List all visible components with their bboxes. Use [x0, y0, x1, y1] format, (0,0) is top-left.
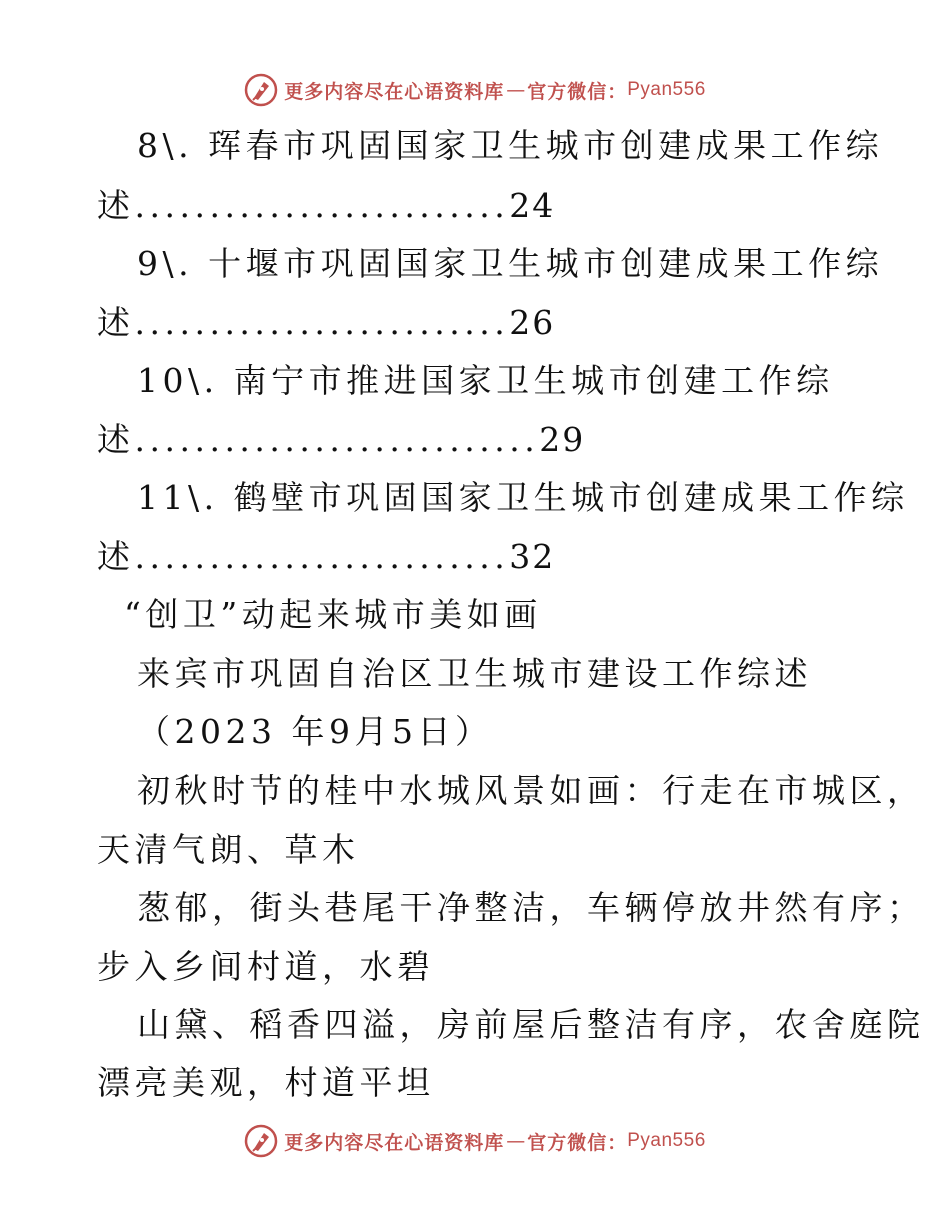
pen-nib-icon: [244, 73, 278, 107]
watermark-separator: —: [506, 79, 526, 101]
article-paragraph-line: 葱郁，街头巷尾干净整洁，车辆停放井然有序；: [137, 888, 925, 927]
toc-page-number: 24: [509, 186, 556, 225]
article-headline: “创卫”动起来城市美如画: [124, 595, 542, 634]
watermark-banner-bottom: [0, 1121, 950, 1161]
watermark-banner-top: [0, 70, 950, 110]
toc-entry-title: 10\. 南宁市推进国家卫生城市创建工作综: [137, 361, 834, 400]
toc-entry-leader: [97, 303, 555, 343]
article-paragraph-line: 山黛、稻香四溢，房前屋后整洁有序，农舍庭院: [137, 1005, 925, 1044]
toc-entry-leader: [97, 186, 555, 226]
toc-leader: 述.........................: [97, 303, 510, 342]
toc-entry-leader: [97, 420, 585, 460]
toc-leader: 述.........................: [97, 186, 510, 225]
toc-page-number: 29: [539, 420, 586, 459]
toc-leader: 述.........................: [97, 537, 510, 576]
watermark-site: 更多内容尽在心语资料库: [284, 1131, 505, 1154]
watermark-wechat-label: 官方微信：: [527, 80, 628, 103]
article-paragraph-line: 天清气朗、草木: [97, 830, 360, 869]
watermark-account: Pyan556: [627, 1130, 706, 1151]
watermark-account: Pyan556: [627, 79, 706, 100]
toc-entry-title: 11\. 鹤壁市巩固国家卫生城市创建成果工作综: [137, 478, 909, 517]
watermark-site: 更多内容尽在心语资料库: [284, 80, 505, 103]
toc-entry-leader: [97, 537, 555, 577]
article-paragraph-line: 步入乡间村道，水碧: [97, 947, 435, 986]
article-subtitle: 来宾市巩固自治区卫生城市建设工作综述: [137, 654, 812, 693]
toc-page-number: 32: [509, 537, 556, 576]
toc-leader: 述...........................: [97, 420, 540, 459]
article-date: （2023 年9月5日）: [137, 712, 493, 751]
toc-page-number: 26: [509, 303, 556, 342]
pen-nib-icon: [244, 1124, 278, 1158]
toc-entry-title: 8\. 珲春市巩固国家卫生城市创建成果工作综: [137, 126, 884, 165]
article-paragraph-line: 漂亮美观，村道平坦: [97, 1063, 435, 1102]
watermark-separator: —: [506, 1130, 526, 1152]
article-paragraph-line: 初秋时节的桂中水城风景如画：行走在市城区，: [137, 771, 925, 810]
toc-entry-title: 9\. 十堰市巩固国家卫生城市创建成果工作综: [137, 244, 884, 283]
watermark-wechat-label: 官方微信：: [527, 1131, 628, 1154]
